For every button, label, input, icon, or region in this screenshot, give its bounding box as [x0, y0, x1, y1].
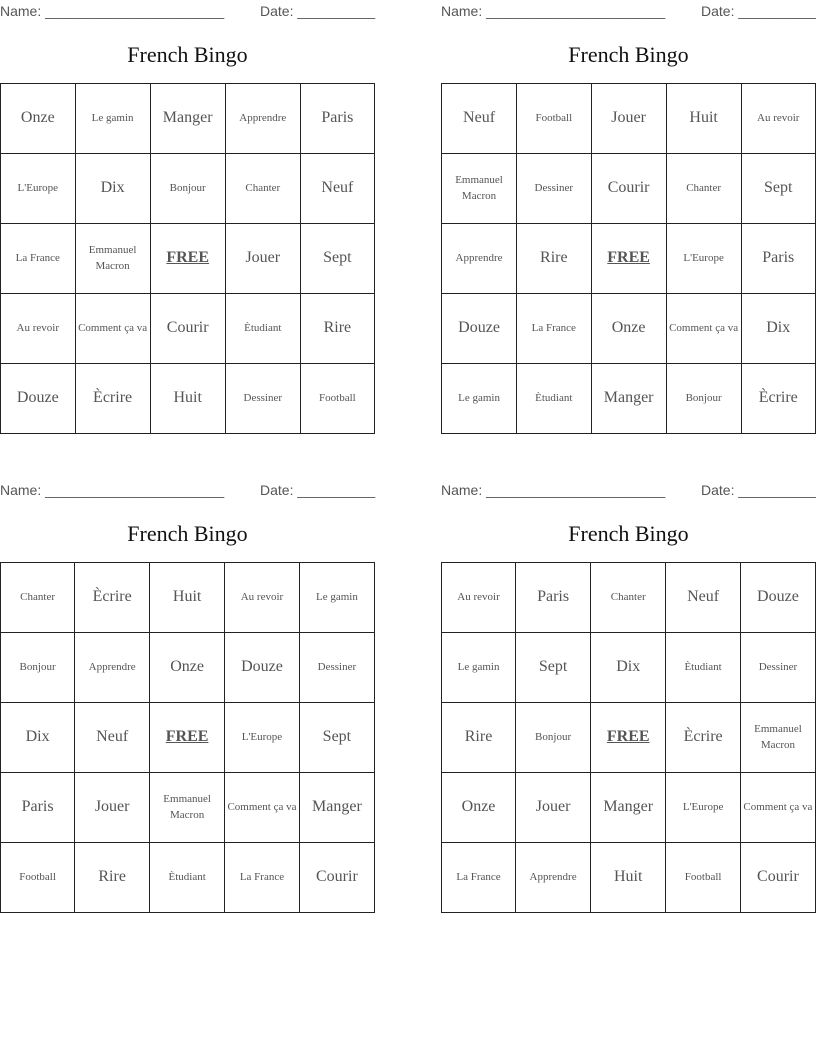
header-line [0, 3, 375, 19]
date-field-label: Date: __________ [260, 3, 376, 19]
bingo-cell: L'Europe [1, 154, 76, 224]
name-field-label: Name: _______________________ [0, 482, 225, 498]
bingo-cell: Sept [299, 703, 374, 773]
bingo-cell: Manger [299, 773, 374, 843]
header-line [0, 482, 375, 498]
free-space-cell: FREE [591, 224, 666, 294]
bingo-cell: Au revoir [442, 563, 516, 633]
bingo-cell: Bonjour [150, 154, 225, 224]
date-field-label: Date: __________ [260, 482, 376, 498]
bingo-cell: Douze [740, 563, 815, 633]
bingo-cell: Comment ça va [225, 773, 300, 843]
bingo-cell: L'Europe [666, 773, 741, 843]
bingo-cell: Huit [150, 563, 225, 633]
bingo-cell: Dessiner [225, 364, 300, 434]
bingo-cell: Football [666, 843, 741, 913]
bingo-cell: Emmanuel Macron [740, 703, 815, 773]
card-title: French Bingo [127, 521, 248, 546]
bingo-cell: Courir [150, 294, 225, 364]
bingo-cell: Dessiner [517, 154, 591, 224]
bingo-cell: Le gamin [75, 84, 150, 154]
bingo-row [1, 224, 375, 294]
bingo-cell: Courir [591, 154, 666, 224]
bingo-row [1, 703, 375, 773]
bingo-cell: Chanter [1, 563, 75, 633]
bingo-cell: Le gamin [442, 364, 517, 434]
bingo-row [1, 84, 375, 154]
bingo-row [1, 154, 375, 224]
bingo-cell: Comment ça va [75, 294, 150, 364]
bingo-cell: L'Europe [225, 703, 300, 773]
bingo-cell: Ètudiant [517, 364, 591, 434]
free-space-cell: FREE [150, 703, 225, 773]
bingo-row [442, 154, 816, 224]
bingo-cell: Apprendre [75, 633, 150, 703]
bingo-cell: Douze [225, 633, 300, 703]
bingo-cell: Jouer [516, 773, 591, 843]
bingo-cell: Au revoir [225, 563, 300, 633]
bingo-cell: Comment ça va [666, 294, 741, 364]
bingo-row [442, 703, 816, 773]
bingo-cell: Bonjour [666, 364, 741, 434]
bingo-cell: Football [517, 84, 591, 154]
bingo-cell: Manger [591, 773, 666, 843]
bingo-row [1, 364, 375, 434]
bingo-cell: Ècrire [666, 703, 741, 773]
bingo-cell: Emmanuel Macron [150, 773, 225, 843]
bingo-cell: Au revoir [741, 84, 816, 154]
bingo-cell: Onze [442, 773, 516, 843]
bingo-row [1, 563, 375, 633]
bingo-cell: L'Europe [666, 224, 741, 294]
bingo-cell: Huit [591, 843, 666, 913]
card-title: French Bingo [127, 42, 248, 67]
bingo-cell: Neuf [300, 154, 374, 224]
bingo-cell: Apprendre [442, 224, 517, 294]
bingo-row [442, 633, 816, 703]
bingo-row [442, 224, 816, 294]
free-space-cell: FREE [150, 224, 225, 294]
bingo-row [442, 773, 816, 843]
bingo-row [442, 843, 816, 913]
name-field-label: Name: _______________________ [0, 3, 225, 19]
bingo-cell: Le gamin [442, 633, 516, 703]
bingo-grid [0, 562, 375, 913]
bingo-cell: Ètudiant [666, 633, 741, 703]
bingo-cell: La France [442, 843, 516, 913]
bingo-grid [441, 83, 816, 434]
bingo-cell: Au revoir [1, 294, 76, 364]
bingo-row [1, 294, 375, 364]
bingo-cell: Manger [150, 84, 225, 154]
header-line [441, 3, 816, 19]
bingo-cell: Onze [1, 84, 76, 154]
bingo-cell: Rire [442, 703, 516, 773]
bingo-cell: Apprendre [225, 84, 300, 154]
bingo-row [442, 294, 816, 364]
bingo-cell: Onze [150, 633, 225, 703]
date-field-label: Date: __________ [701, 3, 816, 19]
bingo-cell: Ècrire [75, 563, 150, 633]
bingo-cell: Paris [300, 84, 374, 154]
bingo-cell: Dix [1, 703, 75, 773]
bingo-cell: Le gamin [299, 563, 374, 633]
bingo-cell: Rire [75, 843, 150, 913]
bingo-cell: Douze [1, 364, 76, 434]
bingo-cell: Rire [517, 224, 591, 294]
bingo-cell: Courir [299, 843, 374, 913]
bingo-cell: La France [517, 294, 591, 364]
bingo-cell: Courir [740, 843, 815, 913]
bingo-cell: Emmanuel Macron [75, 224, 150, 294]
bingo-cell: Dix [75, 154, 150, 224]
bingo-cell: Dix [591, 633, 666, 703]
bingo-cell: Jouer [591, 84, 666, 154]
bingo-cell: Dessiner [740, 633, 815, 703]
bingo-grid [0, 83, 375, 434]
bingo-cell: Neuf [666, 563, 741, 633]
bingo-cell: Sept [741, 154, 816, 224]
bingo-row [442, 84, 816, 154]
bingo-row [1, 633, 375, 703]
bingo-cell: Paris [741, 224, 816, 294]
bingo-cell: Football [1, 843, 75, 913]
bingo-cell: Bonjour [516, 703, 591, 773]
date-field-label: Date: __________ [701, 482, 816, 498]
card-title: French Bingo [568, 521, 689, 546]
bingo-cell: Manger [591, 364, 666, 434]
bingo-grid [441, 562, 816, 913]
free-space-cell: FREE [591, 703, 666, 773]
bingo-cell: Football [300, 364, 374, 434]
bingo-cell: Comment ça va [740, 773, 815, 843]
bingo-cell: La France [225, 843, 300, 913]
bingo-cell: Dessiner [299, 633, 374, 703]
bingo-cell: Sept [516, 633, 591, 703]
bingo-cell: Emmanuel Macron [442, 154, 517, 224]
bingo-cell: Ètudiant [225, 294, 300, 364]
bingo-row [442, 364, 816, 434]
bingo-cell: La France [1, 224, 76, 294]
bingo-row [442, 563, 816, 633]
bingo-cell: Chanter [225, 154, 300, 224]
bingo-cell: Apprendre [516, 843, 591, 913]
bingo-cell: Jouer [75, 773, 150, 843]
bingo-cell: Chanter [666, 154, 741, 224]
bingo-row [1, 843, 375, 913]
name-field-label: Name: _______________________ [441, 482, 666, 498]
card-title: French Bingo [568, 42, 689, 67]
bingo-cell: Ètudiant [150, 843, 225, 913]
bingo-cell: Douze [442, 294, 517, 364]
name-field-label: Name: _______________________ [441, 3, 666, 19]
bingo-cell: Huit [666, 84, 741, 154]
header-line [441, 482, 816, 498]
bingo-cell: Ècrire [75, 364, 150, 434]
bingo-cell: Neuf [442, 84, 517, 154]
bingo-cell: Paris [516, 563, 591, 633]
bingo-cell: Onze [591, 294, 666, 364]
bingo-cell: Neuf [75, 703, 150, 773]
bingo-cell: Chanter [591, 563, 666, 633]
bingo-cell: Dix [741, 294, 816, 364]
bingo-cell: Sept [300, 224, 374, 294]
bingo-cell: Paris [1, 773, 75, 843]
bingo-cell: Bonjour [1, 633, 75, 703]
bingo-cell: Huit [150, 364, 225, 434]
bingo-row [1, 773, 375, 843]
bingo-cell: Ècrire [741, 364, 816, 434]
bingo-cell: Rire [300, 294, 374, 364]
bingo-cell: Jouer [225, 224, 300, 294]
